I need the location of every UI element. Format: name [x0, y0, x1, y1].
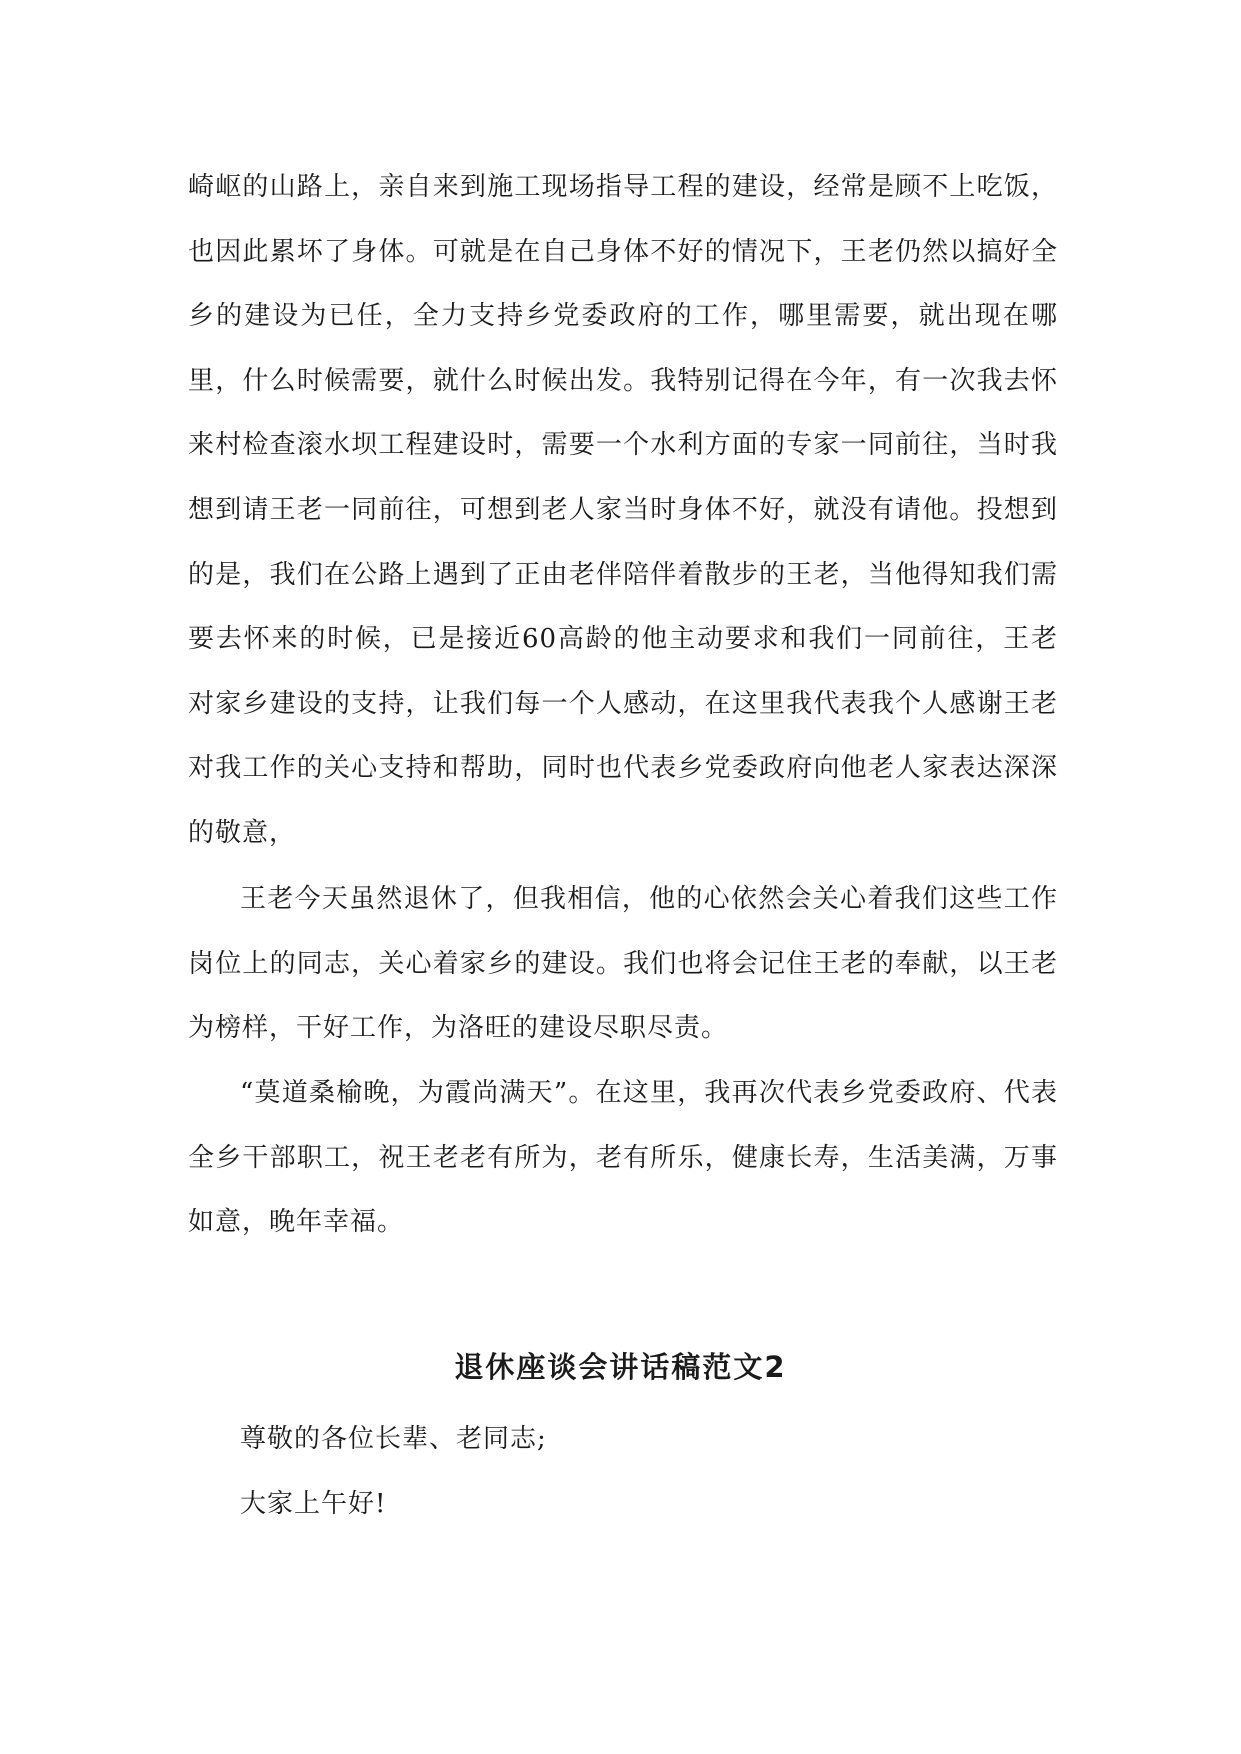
- salutation-line: 尊敬的各位长辈、老同志;: [240, 1424, 547, 1454]
- section-title: 退休座谈会讲话稿范文2: [454, 1350, 787, 1384]
- body-paragraph: “莫道桑榆晚，为霞尚满天”。在这里，我再次代表乡党委政府、代表全乡干部职工，祝王老老有所为，老有所乐，健康长寿，生活美满，万事如意，晚年幸福。: [188, 1078, 1058, 1238]
- body-paragraph: 王老今天虽然退休了，但我相信，他的心依然会关心着我们这些工作岗位上的同志，关心着家乡的建设。我们也将会记住王老的奉献，以王老为榜样，干好工作，为洛旺的建设尽职尽责。: [188, 884, 1058, 1044]
- greeting-line: 大家上午好!: [240, 1489, 387, 1519]
- body-paragraph-continued: 崎岖的山路上，亲自来到施工现场指导工程的建设，经常是顾不上吃饭，也因此累坏了身体。可就是在自己身体不好的情况下，王老仍然以搞好全乡的建设为已任，全力支持乡党委政府的工作，哪里需要，就出现在哪里，什么时候需要，就什么时候出发。我特别记得在今年，有一次我去怀来村检查滚水坝工程建设时，需要一个水利方面的专家一同前往，当时我想到请王老一同前往，可想到老人家当时身体不好，就没有请他。投想到的是，我们在公路上遇到了正由老伴陪伴着散步的王老，当他得知我们需要去怀来的时候，已是接近60高龄的他主动要求和我们一同前往，王老对家乡建设的支持，让我们每一个人感动，在这里我代表我个人感谢王老对我工作的关心支持和帮助，同时也代表乡党委政府向他老人家表达深深的敬意，: [188, 172, 1058, 848]
